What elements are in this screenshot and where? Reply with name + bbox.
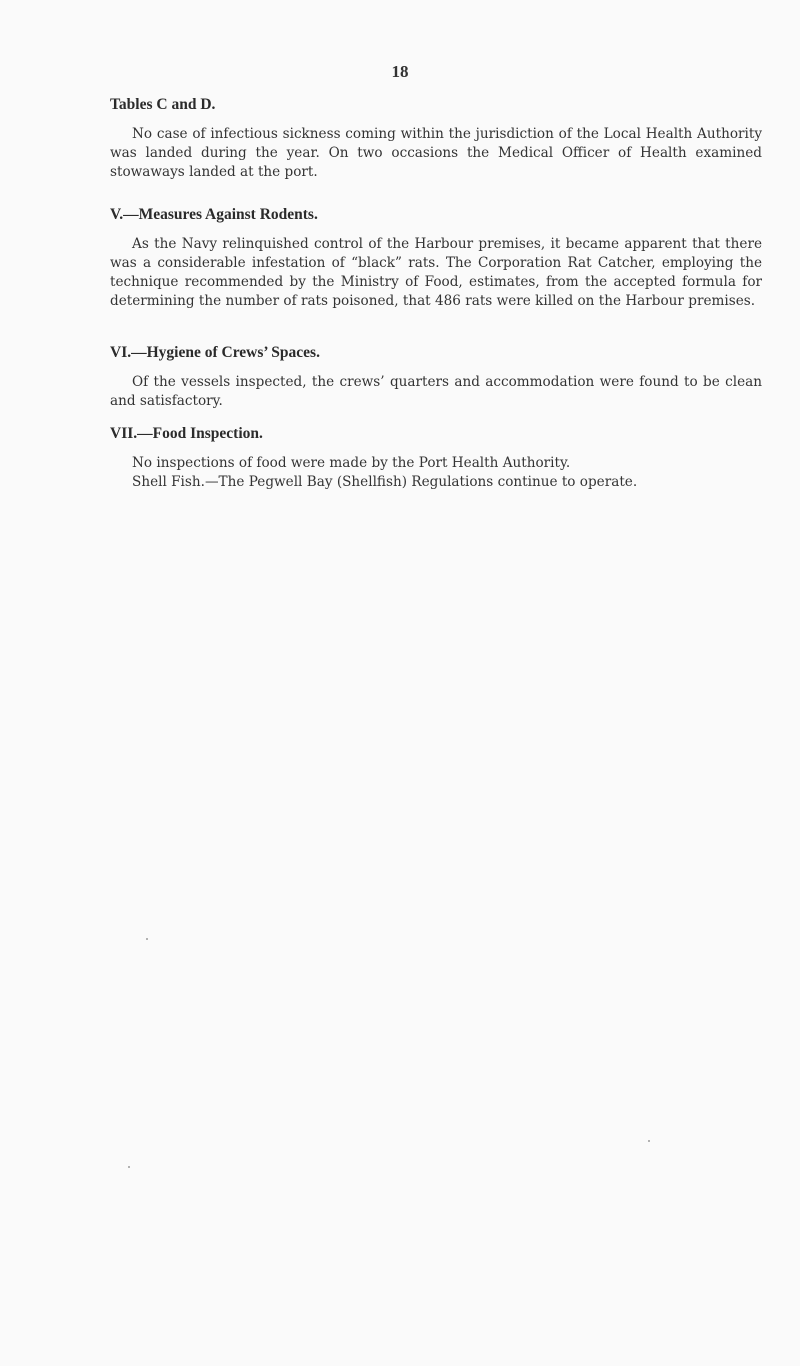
section-heading: VII.—Food Inspection.: [110, 425, 263, 442]
paragraph: No inspections of food were made by the Port Health Authority.: [132, 455, 571, 471]
section-body: [110, 235, 762, 311]
section-measures-against-rodents: [110, 206, 762, 311]
section-heading: Tables C and D.: [110, 96, 216, 113]
paragraph: Shell Fish.—The Pegwell Bay (Shellfish) Regulations continue to operate.: [132, 474, 638, 490]
page-number: 18: [391, 62, 409, 81]
paper-speck: [128, 1166, 130, 1168]
section-heading: V.—Measures Against Rodents.: [110, 206, 318, 223]
section-body: [110, 373, 762, 411]
paragraph: As the Navy relinquished control of the Harbour premises, it became apparent that there was a considerable infestation of “black” rats. The Corporation Rat Catcher, employing the technique recommended by the Ministry of Food, estimates, from the accepted formula for determining the number of rats poisoned, that 486 rats were killed on the Harbour premises.: [110, 236, 762, 309]
section-hygiene-of-crews-spaces: [110, 344, 762, 411]
paper-speck: [146, 938, 148, 940]
section-food-inspection: [110, 425, 762, 492]
paragraph: No case of infectious sickness coming within the jurisdiction of the Local Health Authority was landed during the year. On two occasions the Medical Officer of Health examined stowaways landed at the port.: [110, 126, 762, 180]
section-body: [110, 125, 762, 182]
paragraph: Of the vessels inspected, the crews’ quarters and accommodation were found to be clean and satisfactory.: [110, 374, 762, 409]
paper-speck: [648, 1140, 650, 1142]
section-heading: VI.—Hygiene of Crews’ Spaces.: [110, 344, 320, 361]
section-tables-c-and-d: [110, 96, 762, 182]
section-body: [110, 454, 762, 492]
